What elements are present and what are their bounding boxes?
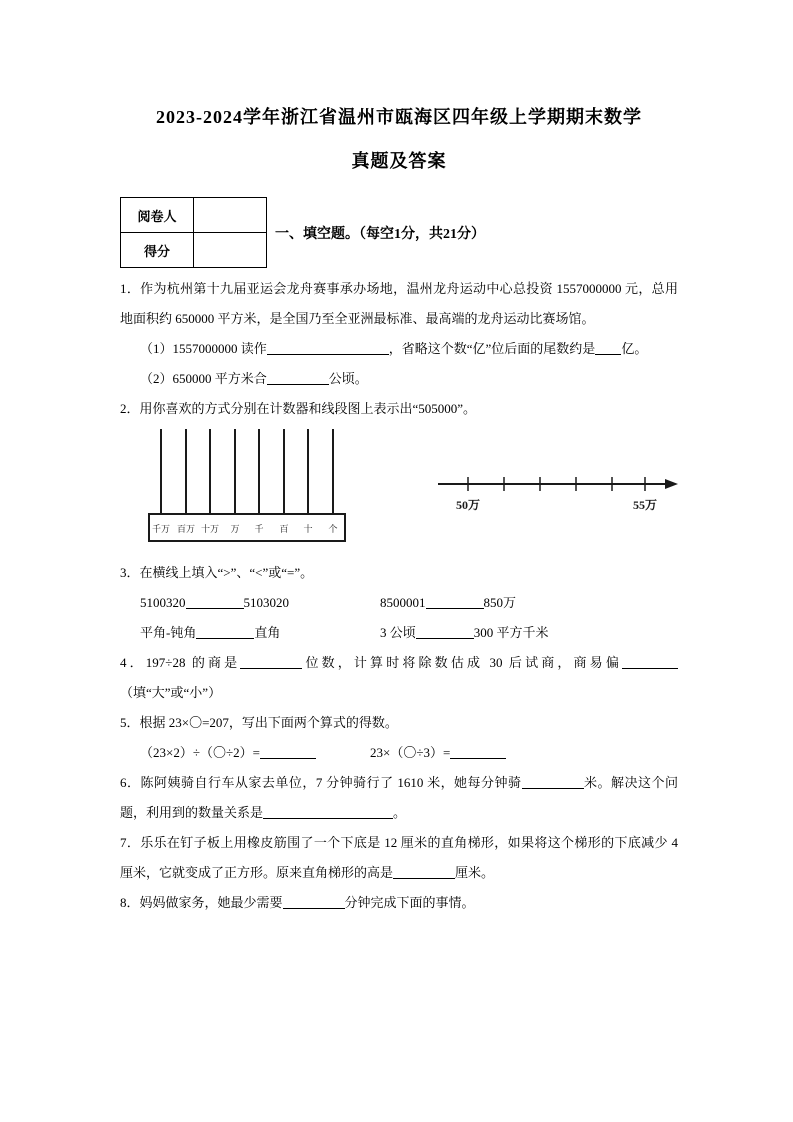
counter-labels bbox=[152, 523, 338, 534]
title-line2: 真题及答案 bbox=[351, 151, 447, 171]
text-segment: 平角-钝角 bbox=[140, 625, 197, 640]
text-segment: 6．陈阿姨骑自行车从家去单位，7 分钟骑行了 1610 米，她每分钟骑 bbox=[120, 775, 522, 790]
blank-line bbox=[186, 595, 244, 609]
expression bbox=[120, 738, 370, 768]
text-segment: 2．用你喜欢的方式分别在计数器和线段图上表示出“505000”。 bbox=[120, 401, 477, 416]
compare-pair bbox=[380, 618, 549, 648]
text-segment: （1）1557000000 读作 bbox=[140, 341, 267, 356]
text-segment: （填“大”或“小”） bbox=[120, 685, 222, 700]
counter-label: 十万 bbox=[200, 524, 220, 534]
blank-line bbox=[196, 625, 254, 639]
question-7 bbox=[120, 828, 678, 888]
number-line-figure bbox=[438, 472, 678, 514]
text-segment: 850万 bbox=[483, 595, 517, 610]
text-segment: 米。解决这个问题，利用到的数量关系是 bbox=[120, 775, 678, 820]
blank-line bbox=[283, 895, 345, 909]
question-3-row2 bbox=[120, 618, 678, 648]
score-table-row-grader bbox=[121, 198, 267, 233]
text-segment: 厘米。 bbox=[455, 865, 495, 880]
question-1-sub1 bbox=[120, 334, 678, 364]
counter-label: 万 bbox=[230, 524, 240, 534]
counter-label: 百 bbox=[279, 524, 289, 534]
numline-left-label: 50万 bbox=[455, 498, 481, 512]
text-segment: 7．乐乐在钉子板上用橡皮筋围了一个下底是 12 厘米的直角梯形，如果将这个梯形的下底减少 4 厘米，它就变成了正方形。原来直角梯形的高是 bbox=[120, 835, 678, 880]
compare-pair bbox=[120, 588, 380, 618]
text-segment: 8500001 bbox=[380, 595, 426, 610]
header-row bbox=[120, 197, 678, 268]
text-segment: 4．197÷28 的商是 bbox=[120, 655, 241, 670]
question-6 bbox=[120, 768, 678, 828]
score-value-cell bbox=[194, 233, 267, 268]
question-5 bbox=[120, 708, 678, 738]
counter-label: 千万 bbox=[151, 524, 171, 534]
compare-pair bbox=[380, 588, 516, 618]
text-segment: 直角 bbox=[254, 625, 281, 640]
question-1-sub2 bbox=[120, 364, 678, 394]
blank-line bbox=[393, 865, 455, 879]
text-segment: 。 bbox=[393, 805, 407, 820]
question-3 bbox=[120, 558, 678, 588]
blank-line bbox=[260, 745, 316, 759]
text-segment: 公顷。 bbox=[328, 371, 368, 386]
question-3-row1 bbox=[120, 588, 678, 618]
blank-line bbox=[267, 371, 329, 385]
blank-line bbox=[522, 775, 584, 789]
counter-label: 个 bbox=[328, 524, 338, 534]
text-segment: 1．作为杭州第十九届亚运会龙舟赛事承办场地，温州龙舟运动中心总投资 1557000000 元，总用地面积约 650000 平方米，是全国乃至全亚洲最标准、最高端的龙舟运动比赛场馆。 bbox=[120, 281, 678, 326]
title-line1: 2023-2024学年浙江省温州市瓯海区四年级上学期期末数学 bbox=[156, 107, 642, 127]
counter-label: 十 bbox=[303, 524, 313, 534]
expression bbox=[370, 738, 506, 768]
question-2-figures bbox=[120, 426, 678, 558]
counter-label: 百万 bbox=[176, 524, 196, 534]
text-segment: （2）650000 平方米合 bbox=[140, 371, 267, 386]
question-2 bbox=[120, 394, 678, 424]
question-8 bbox=[120, 888, 678, 918]
text-segment: 分钟完成下面的事情。 bbox=[344, 895, 475, 910]
text-segment: ，省略这个数“亿”位后面的尾数约是 bbox=[388, 341, 596, 356]
section-heading: 一、填空题。（每空1分，共21分） bbox=[275, 226, 485, 242]
blank-line bbox=[622, 655, 678, 669]
counter-label: 千 bbox=[254, 524, 264, 534]
blank-line bbox=[240, 655, 302, 669]
question-5-expressions bbox=[120, 738, 678, 768]
text-segment: 5103020 bbox=[243, 595, 289, 610]
text-segment: 3 公顷 bbox=[380, 625, 416, 640]
compare-pair bbox=[120, 618, 380, 648]
text-segment: 8．妈妈做家务，她最少需要 bbox=[120, 895, 283, 910]
score-label: 得分 bbox=[121, 233, 194, 268]
blank-line bbox=[416, 625, 474, 639]
counter-figure bbox=[148, 426, 346, 544]
score-table-row-score bbox=[121, 233, 267, 268]
grader-label: 阅卷人 bbox=[121, 198, 194, 233]
question-4 bbox=[120, 648, 678, 708]
question-1 bbox=[120, 274, 678, 334]
text-segment: 5．根据 23×〇=207，写出下面两个算式的得数。 bbox=[120, 715, 398, 730]
text-segment: 300 平方千米 bbox=[473, 625, 549, 640]
numline-right-label: 55万 bbox=[632, 498, 658, 512]
text-segment: 23×（〇÷3）= bbox=[370, 745, 451, 760]
score-table bbox=[120, 197, 267, 268]
grader-value-cell bbox=[194, 198, 267, 233]
text-segment: 亿。 bbox=[621, 341, 648, 356]
page-title bbox=[120, 95, 678, 183]
text-segment: （23×2）÷（〇÷2）= bbox=[140, 745, 260, 760]
blank-line bbox=[263, 805, 393, 819]
text-segment: 5100320 bbox=[140, 595, 186, 610]
counter-rods bbox=[161, 429, 333, 514]
blank-line bbox=[426, 595, 484, 609]
blank-line bbox=[595, 341, 621, 355]
arrow-right-icon bbox=[665, 479, 678, 489]
text-segment: 位数，计算时将除数估成 30 后试商，商易偏 bbox=[302, 655, 622, 670]
blank-line bbox=[450, 745, 506, 759]
blank-line bbox=[267, 341, 389, 355]
text-segment: 3．在横线上填入“>”、“<”或“=”。 bbox=[120, 565, 314, 580]
